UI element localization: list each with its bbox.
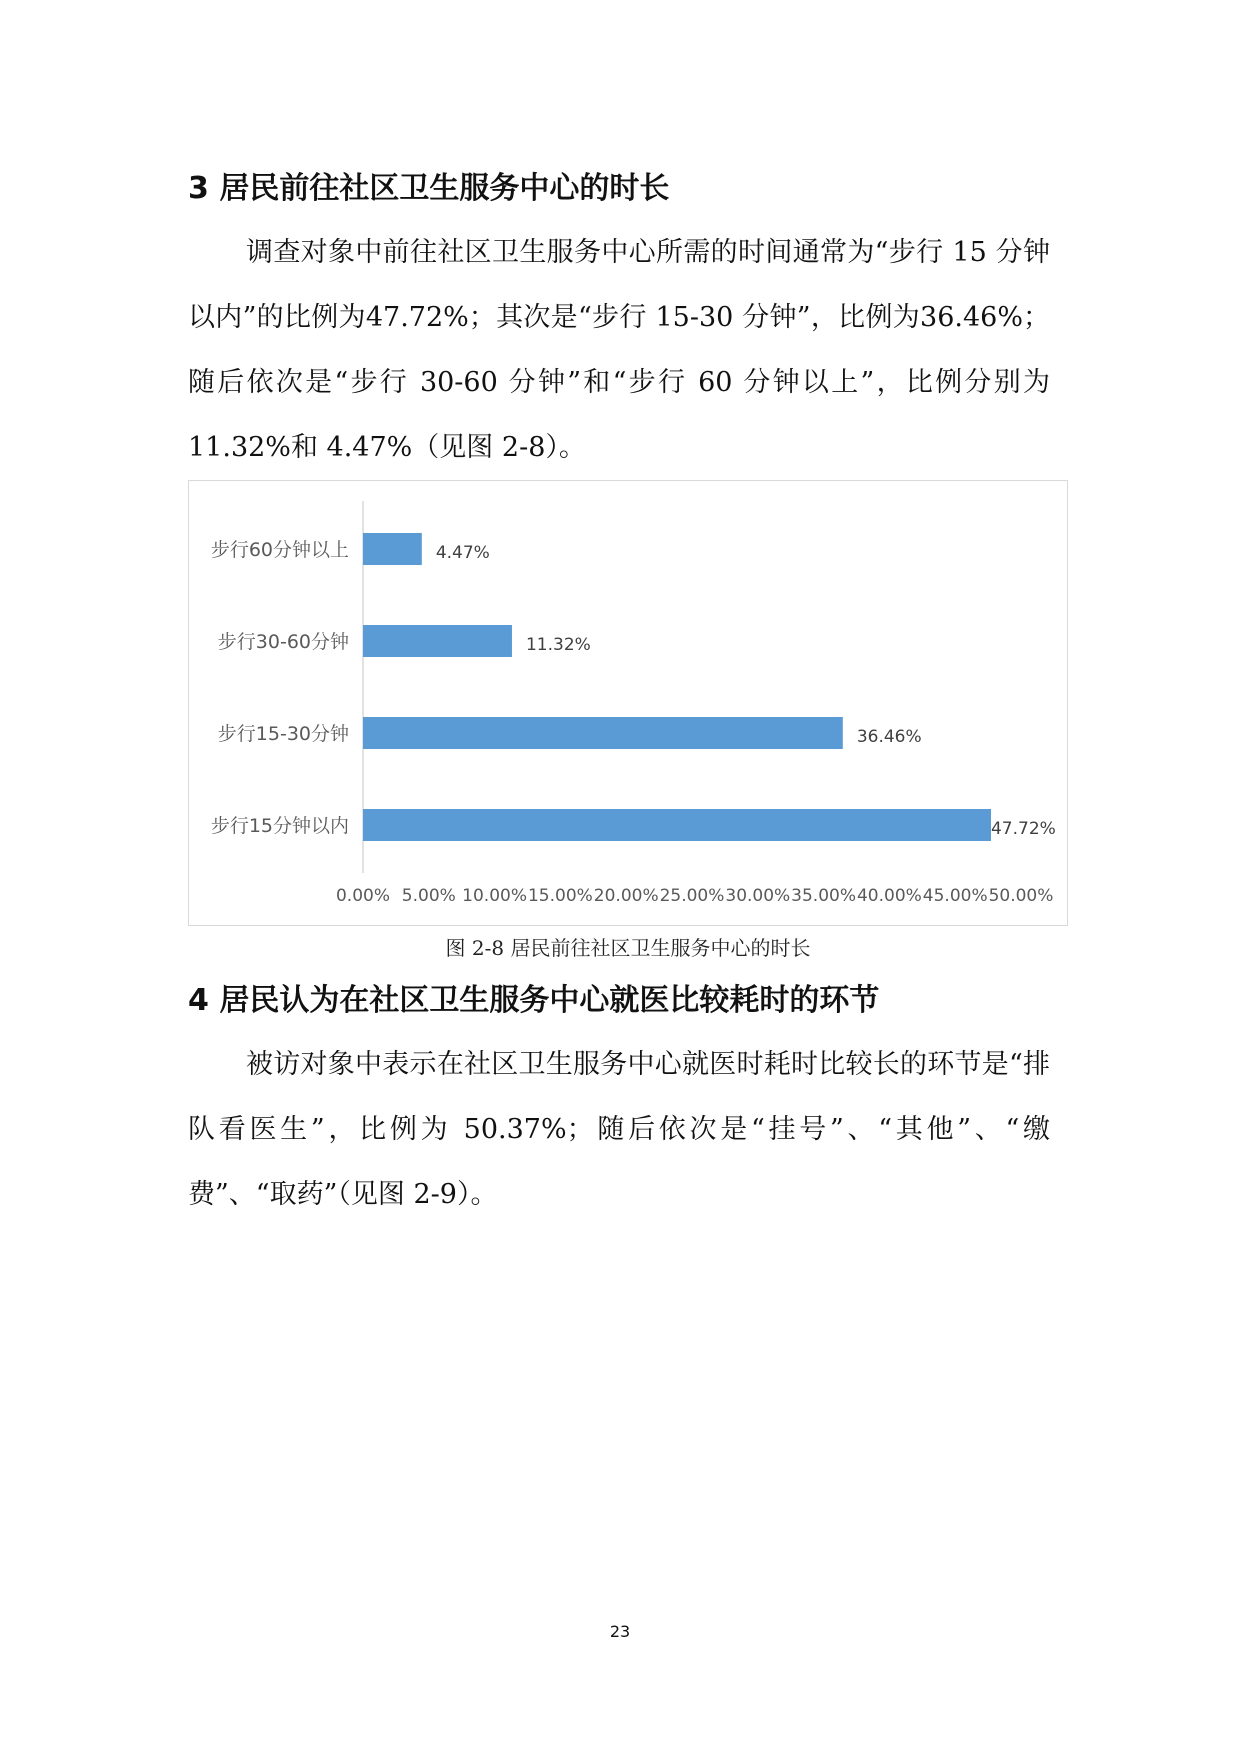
bar (363, 533, 422, 565)
x-tick-label: 10.00% (462, 886, 528, 906)
x-tick-label: 5.00% (401, 886, 456, 906)
bar-chart (189, 481, 1069, 927)
page-number: 23 (609, 1622, 631, 1641)
section-paragraph-3: 调查对象中前往社区卫生服务中心所需的时间通常为“步行 15 分钟以内”的比例为47.72%；其次是“步行 15-30 分钟”，比例为36.46%；随后依次是“步行 30-60 分钟”和“步行 60 分钟以上”，比例分别为 11.32%和 4.47%（见图 2-8）。 (188, 237, 1050, 463)
section-paragraph-4: 被访对象中表示在社区卫生服务中心就医时耗时比较长的环节是“排队看医生”，比例为 50.37%；随后依次是“挂号”、“其他”、“缴费”、“取药”（见图 2-9）。 (188, 1049, 1050, 1210)
x-tick-label: 50.00% (988, 886, 1054, 906)
data-label: 11.32% (525, 635, 591, 655)
section-heading-4: 4 居民认为在社区卫生服务中心就医比较耗时的环节 (188, 983, 880, 1018)
x-tick-label: 25.00% (659, 886, 725, 906)
x-tick-label: 40.00% (856, 886, 922, 906)
category-label: 步行15-30分钟 (217, 723, 349, 745)
figure-caption: 图 2-8 居民前往社区卫生服务中心的时长 (445, 936, 811, 960)
category-label: 步行30-60分钟 (217, 631, 349, 653)
data-label: 47.72% (990, 819, 1056, 839)
bar (363, 717, 843, 749)
x-tick-label: 35.00% (791, 886, 857, 906)
figure-chart (188, 480, 1068, 926)
category-label: 步行60分钟以上 (210, 539, 349, 561)
x-tick-label: 20.00% (593, 886, 659, 906)
x-tick-label: 45.00% (922, 886, 988, 906)
data-label: 4.47% (435, 543, 490, 563)
bar (363, 625, 512, 657)
x-tick-label: 0.00% (335, 886, 391, 906)
category-label: 步行15分钟以内 (210, 815, 349, 837)
x-tick-label: 15.00% (527, 886, 593, 906)
bar (363, 809, 991, 841)
x-tick-label: 30.00% (725, 886, 791, 906)
section-heading-3: 3 居民前往社区卫生服务中心的时长 (188, 171, 670, 206)
data-label: 36.46% (856, 727, 922, 747)
